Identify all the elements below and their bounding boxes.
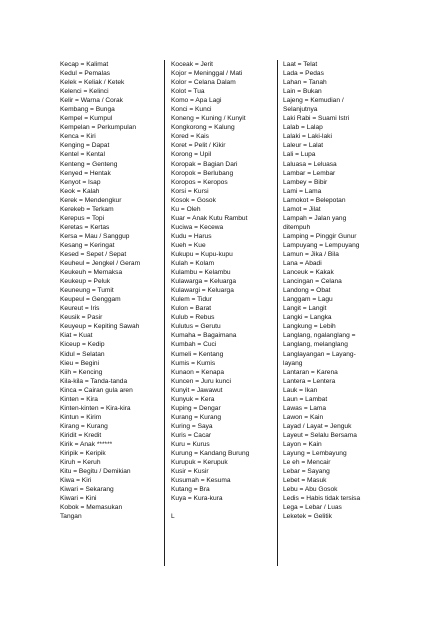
glossary-entry: Langgam = Lagu [283, 296, 333, 304]
glossary-entry: Lampuyang = Lempuyang [283, 241, 360, 249]
glossary-entry: Keuyeup = Kepiting Sawah [60, 323, 140, 331]
glossary-entry: Langit = Langit [283, 305, 327, 313]
glossary-entry: Kuar = Anak Kutu Rambut [171, 214, 248, 222]
glossary-entry: Lega = Lebar / Luas [283, 504, 342, 512]
glossary-entry: Kerepus = Topi [60, 214, 105, 222]
glossary-entry: Kiceup = Kedip [60, 341, 105, 349]
glossary-entry: Langlang, melanglang [283, 341, 348, 349]
glossary-entry: Kored = Kais [171, 133, 209, 141]
glossary-entry: Kinca = Cairan gula aren [60, 386, 133, 394]
glossary-entry: Kidul = Selatan [60, 350, 105, 358]
glossary-entry: Lantera = Lentera [283, 377, 336, 385]
glossary-entry: Langlang, ngalanglang = [283, 332, 356, 340]
glossary-entry: Langkung = Lebih [283, 323, 336, 331]
glossary-entry: Kila-kila = Tanda-tanda [60, 377, 128, 385]
glossary-entry: Kiwa = Kiri [60, 477, 92, 485]
glossary-entry: Kenteng = Genteng [60, 160, 118, 168]
glossary-entry: Kuncen = Juru kunci [171, 377, 231, 385]
glossary-entry: Konci = Kunci [171, 106, 212, 114]
glossary-entry: Kuciwa = Kecewa [171, 223, 224, 231]
glossary-entry: Leketek = Gelitik [283, 513, 332, 521]
glossary-entry: Koneng = Kuning / Kunyit [171, 115, 246, 123]
glossary-entry: Kelek = Keliak / Ketek [60, 79, 125, 87]
glossary-entry: Kunaon = Kenapa [171, 368, 224, 376]
glossary-entry: Kiruh = Keruh [60, 459, 101, 467]
glossary-entry: Layung = Lembayung [283, 450, 347, 458]
glossary-entry: Kunyit = Jawawut [171, 386, 223, 394]
glossary-entry: Kulem = Tidur [171, 296, 212, 304]
glossary-entry: Kueh = Kue [171, 241, 206, 249]
glossary-entry: Kinten = Kira [60, 395, 98, 403]
glossary-entry: Laat = Telat [283, 61, 318, 68]
glossary-entry: Lami = Lama [283, 187, 322, 195]
glossary-entry: Kusir = Kusir [171, 468, 209, 476]
glossary-entry: Layeut = Selalu Bersama [283, 431, 357, 439]
glossary-entry: Koret = Pelit / Kikir [171, 142, 226, 150]
glossary-entry: Keupeul = Genggam [60, 296, 121, 304]
glossary-entry: Layon = Kain [283, 440, 322, 448]
glossary-entry: Kosok = Gosok [171, 196, 216, 204]
glossary-entry: Kempelan = Perkumpulan [60, 124, 137, 132]
glossary-column-1 [60, 60, 158, 521]
glossary-entry: Kuya = Kura-kura [171, 495, 223, 503]
glossary-entry: Kulutus = Gerutu [171, 323, 221, 331]
glossary-entry: Kurung = Kandang Burung [171, 450, 250, 458]
glossary-entry: Lantaran = Karena [283, 368, 338, 376]
glossary-entry: Kuring = Saya [171, 422, 213, 430]
glossary-column-3 [283, 60, 381, 521]
glossary-entry: Lawon = Kain [283, 413, 324, 421]
glossary-entry: Kongkorong = Kalung [171, 124, 235, 132]
glossary-entry: layang [283, 359, 303, 367]
glossary-entry: Kiat = Kuat [60, 332, 93, 340]
glossary-entry: Lajeng = Kemudian / [283, 97, 344, 105]
glossary-entry: Lamping = Pinggir Gunur [283, 232, 357, 240]
glossary-entry: Komo = Apa Lagi [171, 97, 222, 105]
glossary-entry: Lancingan = Celana [283, 278, 342, 286]
glossary-entry: Lambar = Lembar [283, 169, 336, 177]
glossary-entry: Kirik = Anak ****** [60, 440, 113, 448]
glossary-entry: Kumeli = Kentang [171, 350, 224, 358]
glossary-entry: Kurupuk = Kerupuk [171, 459, 228, 467]
glossary-entry: Lana = Abadi [283, 260, 322, 268]
glossary-entry: Lamokot = Belepotan [283, 196, 346, 204]
glossary-entry: Kulawarga = Keluarga [171, 278, 237, 286]
glossary-entry: Kiripik = Keripik [60, 450, 106, 458]
glossary-entry: Lebar = Sayang [283, 468, 330, 476]
glossary-entry: Kempel = Kumpul [60, 115, 113, 123]
column-divider [277, 60, 278, 566]
glossary-entry: Kunyuk = Kera [171, 395, 215, 403]
glossary-entry: Kuping = Dengar [171, 404, 221, 412]
glossary-entry: Kolot = Tua [171, 88, 205, 96]
glossary-entry: Lawas = Lama [283, 404, 327, 412]
glossary-entry: Keuneung = Tumit [60, 287, 114, 295]
glossary-entry: Lalaki = Laki-laki [283, 133, 332, 141]
glossary-entry: Lamun = Jika / Bila [283, 250, 339, 258]
glossary-entry: Kerekeb = Terkam [60, 205, 114, 213]
glossary-entry: Kutang = Bra [171, 486, 210, 494]
glossary-entry: Kolor = Celana Dalam [171, 79, 236, 87]
glossary-entry: Lebet = Masuk [283, 477, 327, 485]
column-divider [164, 60, 165, 566]
glossary-entry: Kesang = Keringat [60, 241, 115, 249]
glossary-entry: Keuheul = Jengkel / Geram [60, 260, 141, 268]
glossary-entry: Kiwari = Kini [60, 495, 97, 503]
glossary-entry: Kurang = Kurang [171, 413, 222, 421]
glossary-entry: Kintun = Kirim [60, 413, 102, 421]
glossary-entry: Kudu = Harus [171, 232, 212, 240]
glossary-entry: ditempuh [283, 223, 311, 231]
glossary-entry: Kumaha = Bagaimana [171, 332, 237, 340]
glossary-entry: Kedul = Pemalas [60, 70, 111, 78]
glossary-entry: Kenging = Dapat [60, 142, 110, 150]
glossary-entry: Kelir = Warna / Corak [60, 97, 123, 105]
glossary-entry: Kitu = Begitu / Demikian [60, 468, 131, 476]
glossary-entry: Keretas = Kertas [60, 223, 110, 231]
glossary-entry: Kuris = Cacar [171, 431, 212, 439]
glossary-entry: Lali = Lupa [283, 151, 316, 159]
glossary-entry: Kojor = Meninggal / Mati [171, 70, 243, 78]
glossary-entry: Koropok = Berlubang [171, 169, 234, 177]
glossary-entry: Kieu = Begini [60, 359, 100, 367]
glossary-entry: Lalab = Lalap [283, 124, 323, 132]
glossary-entry [171, 503, 269, 512]
glossary-entry: Laluasa = Leluasa [283, 160, 337, 168]
glossary-entry: Kenyed = Hentak [60, 169, 111, 177]
glossary-entry: Kulah = Kolam [171, 260, 215, 268]
glossary-column-2 [171, 60, 269, 521]
glossary-entry: Koropos = Keropos [171, 178, 228, 186]
glossary-entry: Laun = Lambat [283, 395, 328, 403]
glossary-entry: Kiridit = Kredit [60, 431, 102, 439]
glossary-entry: Koceak = Jerit [171, 61, 213, 68]
glossary-entry: Kukupu = Kupu-kupu [171, 250, 233, 258]
glossary-entry: Korong = Upil [171, 151, 212, 159]
glossary-entry: Kirang = Kurang [60, 422, 108, 430]
glossary-entry: Kulambu = Kelambu [171, 269, 231, 277]
glossary-entry: Kobok = Memasukan [60, 504, 123, 512]
glossary-entry: Lain = Bukan [283, 88, 322, 96]
glossary-entry: Koropak = Bagian Dari [171, 160, 238, 168]
glossary-entry: Landong = Obat [283, 287, 331, 295]
glossary-entry: Lebu = Abu Gosok [283, 486, 338, 494]
glossary-entry: Kulawargi = Keluarga [171, 287, 234, 295]
glossary-entry: Kelenci = Kelinci [60, 88, 109, 96]
glossary-entry: Keok = Kalah [60, 187, 100, 195]
glossary-entry: Kumbah = Cuci [171, 341, 217, 349]
glossary-entry: Kiih = Kencing [60, 368, 103, 376]
glossary-entry: Kerek = Mendengkur [60, 196, 122, 204]
glossary-entry: Kecap = Kalimat [60, 61, 109, 68]
glossary-entry: Kusumah = Kesuma [171, 477, 231, 485]
glossary-entry: Lamot = Jilat [283, 205, 321, 213]
glossary-entry: Kulub = Rebus [171, 314, 215, 322]
glossary-entry: Kenca = Kiri [60, 133, 96, 141]
glossary-entry: Kersa = Mau / Sanggup [60, 232, 130, 240]
glossary-entry: Langki = Langka [283, 314, 332, 322]
glossary-entry: Keukeuh = Memaksa [60, 269, 123, 277]
glossary-entry: Ku = Oleh [171, 205, 201, 213]
glossary-entry: Korsi = Kursi [171, 187, 209, 195]
glossary-entry: Le eh = Mencair [283, 459, 331, 467]
glossary-entry: Kuru = Kurus [171, 440, 210, 448]
glossary-entry: Ledis = Habis tidak tersisa [283, 495, 361, 503]
glossary-entry: Laki Rabi = Suami Istri [283, 115, 350, 123]
glossary-entry: Kulon = Barat [171, 305, 212, 313]
glossary-entry: Kiwari = Sekarang [60, 486, 114, 494]
glossary-entry: L [171, 513, 175, 521]
glossary-entry: Kumis = Kumis [171, 359, 216, 367]
glossary-entry: Kembang = Bunga [60, 106, 115, 114]
glossary-entry: Langlayangan = Layang- [283, 350, 356, 358]
glossary-entry: Kinten-kinten = Kira-kira [60, 404, 131, 412]
glossary-entry: Lahan = Tanah [283, 79, 327, 87]
glossary-entry: Keusik = Pasir [60, 314, 103, 322]
glossary-entry: Kentel = Kental [60, 151, 105, 159]
glossary-entry: Lada = Pedas [283, 70, 324, 78]
glossary-entry: Lanceuk = Kakak [283, 269, 334, 277]
glossary-entry: Kenyot = Isap [60, 178, 101, 186]
glossary-entry: Keukeup = Peluk [60, 278, 111, 286]
glossary-entry: Lambey = Bibir [283, 178, 328, 186]
glossary-entry: Keureut = Iris [60, 305, 100, 313]
glossary-entry: Lampah = Jalan yang [283, 214, 347, 222]
glossary-entry: Kesed = Sepet / Sepat [60, 250, 127, 258]
glossary-entry: Selanjutnya [283, 106, 318, 114]
glossary-entry: Lauk = Ikan [283, 386, 318, 394]
glossary-entry: Laleur = Lalat [283, 142, 324, 150]
glossary-entry: Tangan [60, 513, 82, 521]
glossary-entry: Layad / Layat = Jenguk [283, 422, 352, 430]
